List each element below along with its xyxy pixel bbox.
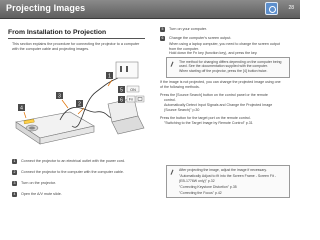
note-link[interactable]: (EB-1776W only)" p.32 xyxy=(179,179,215,183)
fn-key-label: Fn xyxy=(128,97,134,102)
note-box xyxy=(166,165,290,198)
note-link[interactable]: "Correcting the Focus" p.42 xyxy=(179,191,222,195)
step6-paragraph: When using a laptop computer, you need to change the screen output from the computer. xyxy=(169,42,280,51)
paragraph-line: Press the [Source Search] button on the control panel or the remote xyxy=(160,93,268,97)
step-text: Change the computer's screen output. xyxy=(169,36,232,40)
step6-hotkey-text: Hold down the Fn key (function key), and press the key. xyxy=(169,51,258,55)
paragraph-line: Press the button for the target port on the remote control. xyxy=(160,116,251,120)
connection-illustration xyxy=(12,56,146,150)
section-title: From Installation to Projection xyxy=(8,29,107,36)
step-number: 4 xyxy=(13,192,16,196)
step-number: 5 xyxy=(161,27,164,31)
note-link[interactable]: "Automatically Adjust to fit into the Screen Frame - Screen Fit - xyxy=(179,174,276,178)
step-text: Turn on the projector. xyxy=(21,181,56,185)
callout-4: 4 xyxy=(20,105,23,112)
callout-3: 3 xyxy=(58,93,61,100)
link-line[interactable]: Automatically Detect Input Signals and Change the Projected Image xyxy=(164,103,273,107)
note-box xyxy=(166,57,290,78)
page-number: 28 xyxy=(288,5,294,11)
note-bullet: When starting off the projector, press the [4] button twice. xyxy=(179,69,268,73)
step-text: Connect the projector to the computer with the computer cable. xyxy=(21,170,124,174)
paragraph-line: control. xyxy=(164,98,176,102)
info-icon xyxy=(170,61,176,67)
step-text: Connect the projector to an electrical outlet with the power cord. xyxy=(21,159,126,163)
callout-5: 5 xyxy=(120,87,123,94)
note-bullet: The method for changing differs depending on the computer being used. See the documentation supplied with the computer. xyxy=(179,60,282,69)
note-line: After projecting the image, adjust the image if necessary. xyxy=(179,168,267,172)
callout-6: 6 xyxy=(120,97,123,104)
page-title: Projecting Images xyxy=(6,3,86,13)
on-label: ON xyxy=(130,87,136,92)
home-icon[interactable] xyxy=(265,2,278,15)
section-divider xyxy=(8,38,145,39)
step-number: 2 xyxy=(13,170,16,174)
callout-1: 1 xyxy=(108,73,111,80)
step-text: Open the A/V mute slide. xyxy=(21,192,62,196)
paragraph-line: If the image is not projected, you can change the projected image using one xyxy=(160,80,281,84)
step-text: Turn on your computer. xyxy=(169,27,207,31)
note-link[interactable]: "Correcting Keystone Distortion" p.35 xyxy=(179,185,237,189)
link-line[interactable]: "Switching to the Target Image by Remote Control" p.31 xyxy=(164,121,253,125)
step-number: 3 xyxy=(13,181,16,185)
section-intro: This section explains the procedure for connecting the projector to a computer with the computer cable and projecting images. xyxy=(12,42,140,51)
callout-2: 2 xyxy=(78,101,81,108)
step-number: 6 xyxy=(161,36,164,40)
info-icon xyxy=(170,169,176,175)
step-number: 1 xyxy=(13,159,16,163)
paragraph-line: of the following methods. xyxy=(160,85,200,89)
link-line[interactable]: (Source Search)" p.30 xyxy=(164,108,200,112)
page-header xyxy=(0,0,300,19)
